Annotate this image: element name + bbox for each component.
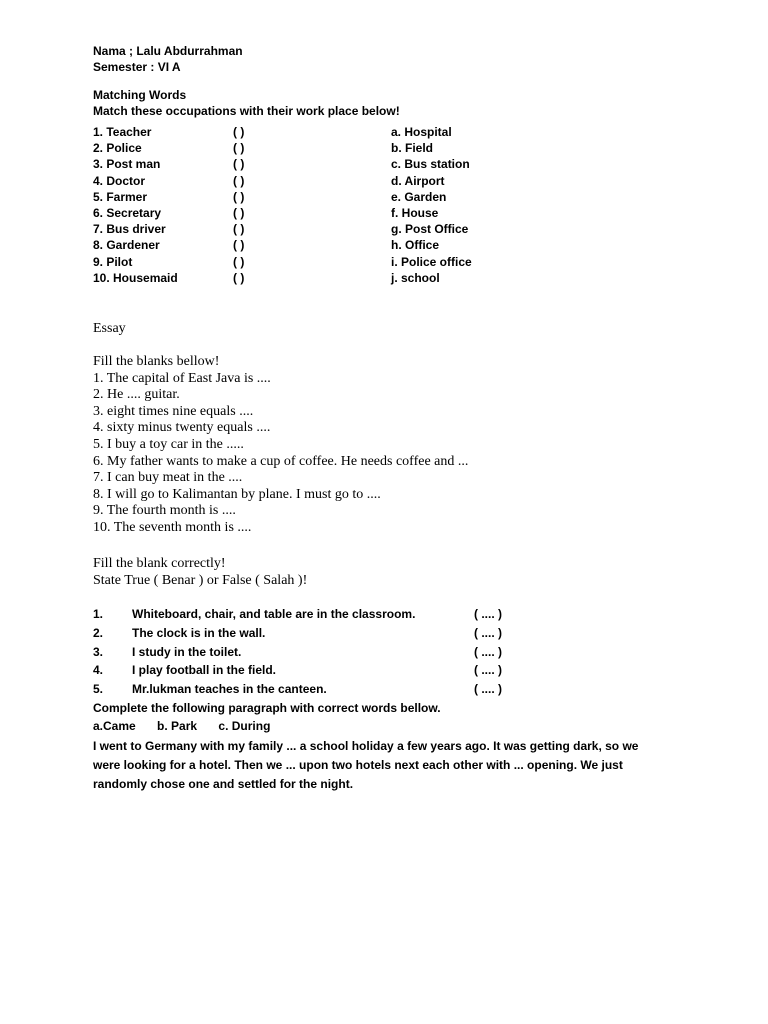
tf-number: 5. [93, 682, 104, 697]
occupation: 9. Pilot [93, 254, 133, 269]
essay-item: 9. The fourth month is .... [93, 503, 236, 519]
tf-answer-blank: ( .... ) [474, 663, 502, 678]
tf-instruction-2: State True ( Benar ) or False ( Salah )! [93, 572, 308, 588]
occupation: 7. Bus driver [93, 222, 166, 237]
tf-row [93, 680, 523, 699]
matching-instruction: Match these occupations with their work place below! [93, 104, 400, 118]
student-semester: Semester : VI A [93, 60, 181, 74]
tf-statement: Mr.lukman teaches in the canteen. [132, 682, 327, 697]
student-header [93, 43, 243, 75]
work-place: f. House [391, 205, 439, 220]
tf-instruction-1: Fill the blank correctly! [93, 556, 226, 571]
essay-instruction: Fill the blanks bellow! [93, 354, 220, 369]
tf-row [93, 624, 523, 643]
occupation: 8. Gardener [93, 238, 160, 253]
essay-item: 5. I buy a toy car in the ..... [93, 436, 244, 452]
answer-blank: ( ) [233, 222, 245, 237]
paragraph-instruction: Complete the following paragraph with correct words bellow. [93, 701, 441, 715]
student-name: Nama ; Lalu Abdurrahman [93, 44, 243, 58]
matching-row [93, 270, 493, 286]
essay-item: 10. The seventh month is .... [93, 519, 252, 535]
answer-blank: ( ) [233, 238, 245, 253]
matching-row [93, 205, 493, 221]
true-false-list [93, 605, 523, 699]
tf-row [93, 661, 523, 680]
matching-row [93, 156, 493, 172]
tf-number: 3. [93, 644, 104, 659]
matching-list [93, 124, 493, 286]
matching-row [93, 254, 493, 270]
essay-questions [93, 354, 468, 537]
essay-item: 8. I will go to Kalimantan by plane. I must go to .... [93, 486, 381, 502]
answer-blank: ( ) [233, 205, 245, 220]
tf-row [93, 605, 523, 624]
essay-item: 3. eight times nine equals .... [93, 403, 254, 419]
answer-blank: ( ) [233, 254, 245, 269]
work-place: b. Field [391, 141, 433, 156]
occupation: 10. Housemaid [93, 270, 178, 285]
answer-blank: ( ) [233, 141, 245, 156]
work-place: d. Airport [391, 173, 445, 188]
matching-row [93, 189, 493, 205]
tf-row [93, 643, 523, 662]
answer-blank: ( ) [233, 157, 245, 172]
tf-answer-blank: ( .... ) [474, 607, 502, 621]
essay-item: 2. He .... guitar. [93, 387, 180, 403]
true-false-heading [93, 556, 307, 589]
matching-row [93, 173, 493, 189]
matching-title: Matching Words [93, 88, 187, 102]
work-place: c. Bus station [391, 157, 470, 172]
work-place: i. Police office [391, 254, 472, 269]
occupation: 4. Doctor [93, 173, 146, 188]
matching-row [93, 237, 493, 253]
work-place: a. Hospital [391, 125, 452, 139]
tf-number: 4. [93, 663, 104, 678]
essay-item: 6. My father wants to make a cup of coffee. He needs coffee and ... [93, 453, 469, 469]
matching-section-heading [93, 87, 400, 119]
cloze-paragraph: I went to Germany with my family ... a school holiday a few years ago. It was getting dark, so we were looking for a hotel. Then we ... upon two hotels next each other with ... opening. We just randomly chose one and settled for the night. [93, 739, 639, 791]
answer-blank: ( ) [233, 189, 245, 204]
answer-blank: ( ) [233, 270, 245, 285]
word-option: c. During [218, 719, 271, 733]
work-place: h. Office [391, 238, 440, 253]
essay-item: 1. The capital of East Java is .... [93, 370, 271, 386]
matching-row [93, 221, 493, 237]
matching-row [93, 140, 493, 156]
occupation: 3. Post man [93, 157, 161, 172]
tf-statement: Whiteboard, chair, and table are in the classroom. [132, 607, 416, 621]
occupation: 5. Farmer [93, 189, 148, 204]
tf-answer-blank: ( .... ) [474, 625, 502, 640]
essay-item: 7. I can buy meat in the .... [93, 470, 243, 486]
answer-blank: ( ) [233, 173, 245, 188]
occupation: 1. Teacher [93, 125, 152, 139]
tf-number: 2. [93, 625, 104, 640]
work-place: e. Garden [391, 189, 447, 204]
essay-heading: Essay [93, 321, 126, 336]
matching-row [93, 124, 493, 140]
tf-answer-blank: ( .... ) [474, 682, 502, 697]
tf-statement: I study in the toilet. [132, 644, 242, 659]
work-place: g. Post Office [391, 222, 469, 237]
word-option: b. Park [157, 719, 198, 733]
answer-blank: ( ) [233, 125, 245, 139]
word-option: a.Came [93, 719, 136, 733]
work-place: j. school [391, 270, 440, 285]
word-options [93, 718, 288, 734]
occupation: 2. Police [93, 141, 142, 156]
tf-number: 1. [93, 607, 104, 621]
essay-item: 4. sixty minus twenty equals .... [93, 420, 271, 436]
tf-statement: I play football in the field. [132, 663, 277, 678]
occupation: 6. Secretary [93, 205, 162, 220]
tf-answer-blank: ( .... ) [474, 644, 502, 659]
tf-statement: The clock is in the wall. [132, 625, 266, 640]
